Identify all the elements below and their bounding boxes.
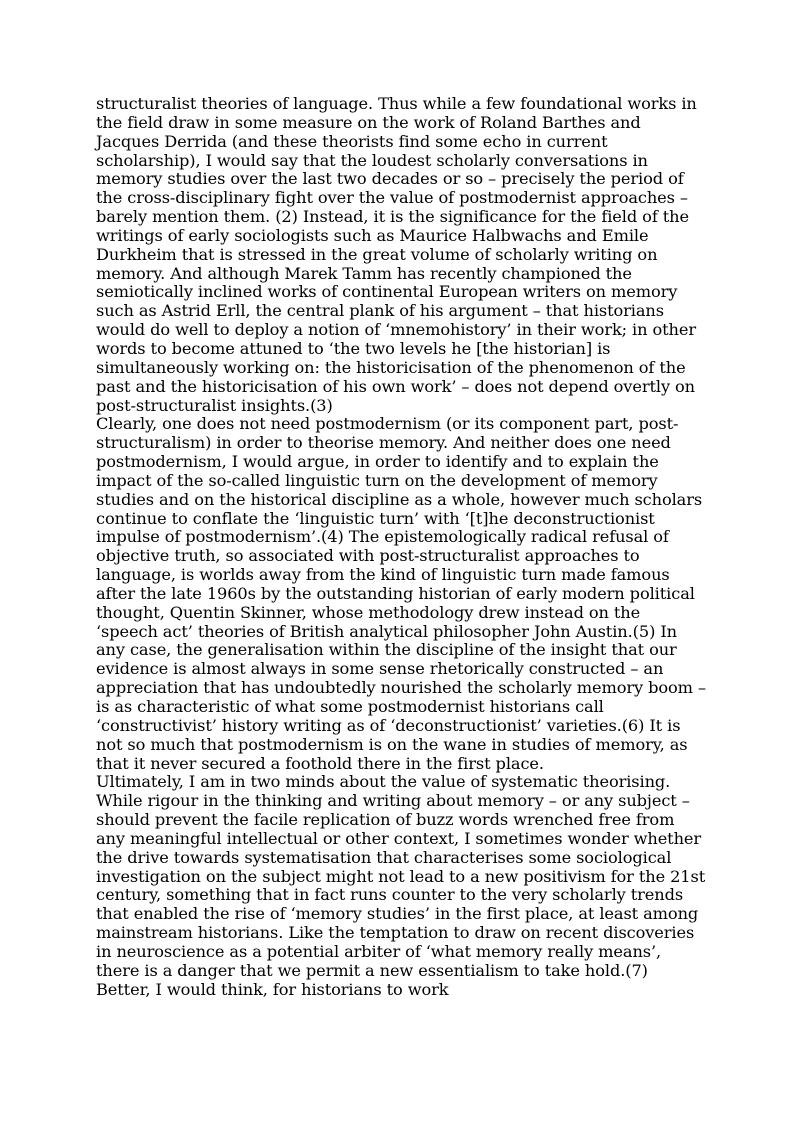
- paragraph-1: structuralist theories of language. Thus while a few foundational works in the field draw in some measure on the work of Roland Barthes and Jacques Derrida (and these theorists find some echo in current scholarship), I would say that the loudest scholarly conversations in memory studies over the last two decades or so – precisely the period of the cross-disciplinary fight over the value of postmodernist approaches – barely mention them. (2) Instead, it is the significance for the field of the writings of early sociologists such as Maurice Halbwachs and Emile Durkheim that is stressed in the great volume of scholarly writing on memory. And although Marek Tamm has recently championed the semiotically inclined works of continental European writers on memory such as Astrid Erll, the central plank of his argument – that historians would do well to deploy a notion of ‘mnemohistory’ in their work; in other words to become attuned to ‘the two levels he [the historian] is simultaneously working on: the historicisation of the phenomenon of the past and the historicisation of his own work’ – does not depend overtly on post-structuralist insights.(3): [96, 94, 697, 415]
- paragraph-3: Ultimately, I am in two minds about the value of systematic theorising. While rigour in the thinking and writing about memory – or any subject – should prevent the facile replication of buzz words wrenched free from any meaningful intellectual or other context, I sometimes wonder whether the drive towards systematisation that characterises some sociological investigation on the subject might not lead to a new positivism for the 21st century, something that in fact runs counter to the very scholarly trends that enabled the rise of ‘memory studies’ in the first place, at least among mainstream historians. Like the temptation to draw on recent discoveries in neuroscience as a potential arbiter of ‘what memory really means’, there is a danger that we permit a new essentialism to take hold.(7) Better, I would think, for historians to work: [96, 772, 706, 999]
- paragraph-2: Clearly, one does not need postmodernism (or its component part, post-structuralism) in order to theorise memory. And neither does one need postmodernism, I would argue, in order to identify and to explain the impact of the so-called linguistic turn on the development of memory studies and on the historical discipline as a whole, however much scholars continue to conflate the ‘linguistic turn’ with ‘[t]he deconstructionist impulse of postmodernism’.(4) The epistemologically radical refusal of objective truth, so associated with post-structuralist approaches to language, is worlds away from the kind of linguistic turn made famous after the late 1960s by the outstanding historian of early modern political thought, Quentin Skinner, whose methodology drew instead on the ‘speech act’ theories of British analytical philosopher John Austin.(5) In any case, the generalisation within the discipline of the insight that our evidence is almost always in some sense rhetorically constructed – an appreciation that has undoubtedly nourished the scholarly memory boom – is as characteristic of what some postmodernist historians call ‘constructivist’ history writing as of ‘deconstructionist’ varieties.(6) It is not so much that postmodernism is on the wane in studies of memory, as that it never secured a foothold there in the first place.: [96, 414, 706, 773]
- document-body: [96, 95, 706, 1000]
